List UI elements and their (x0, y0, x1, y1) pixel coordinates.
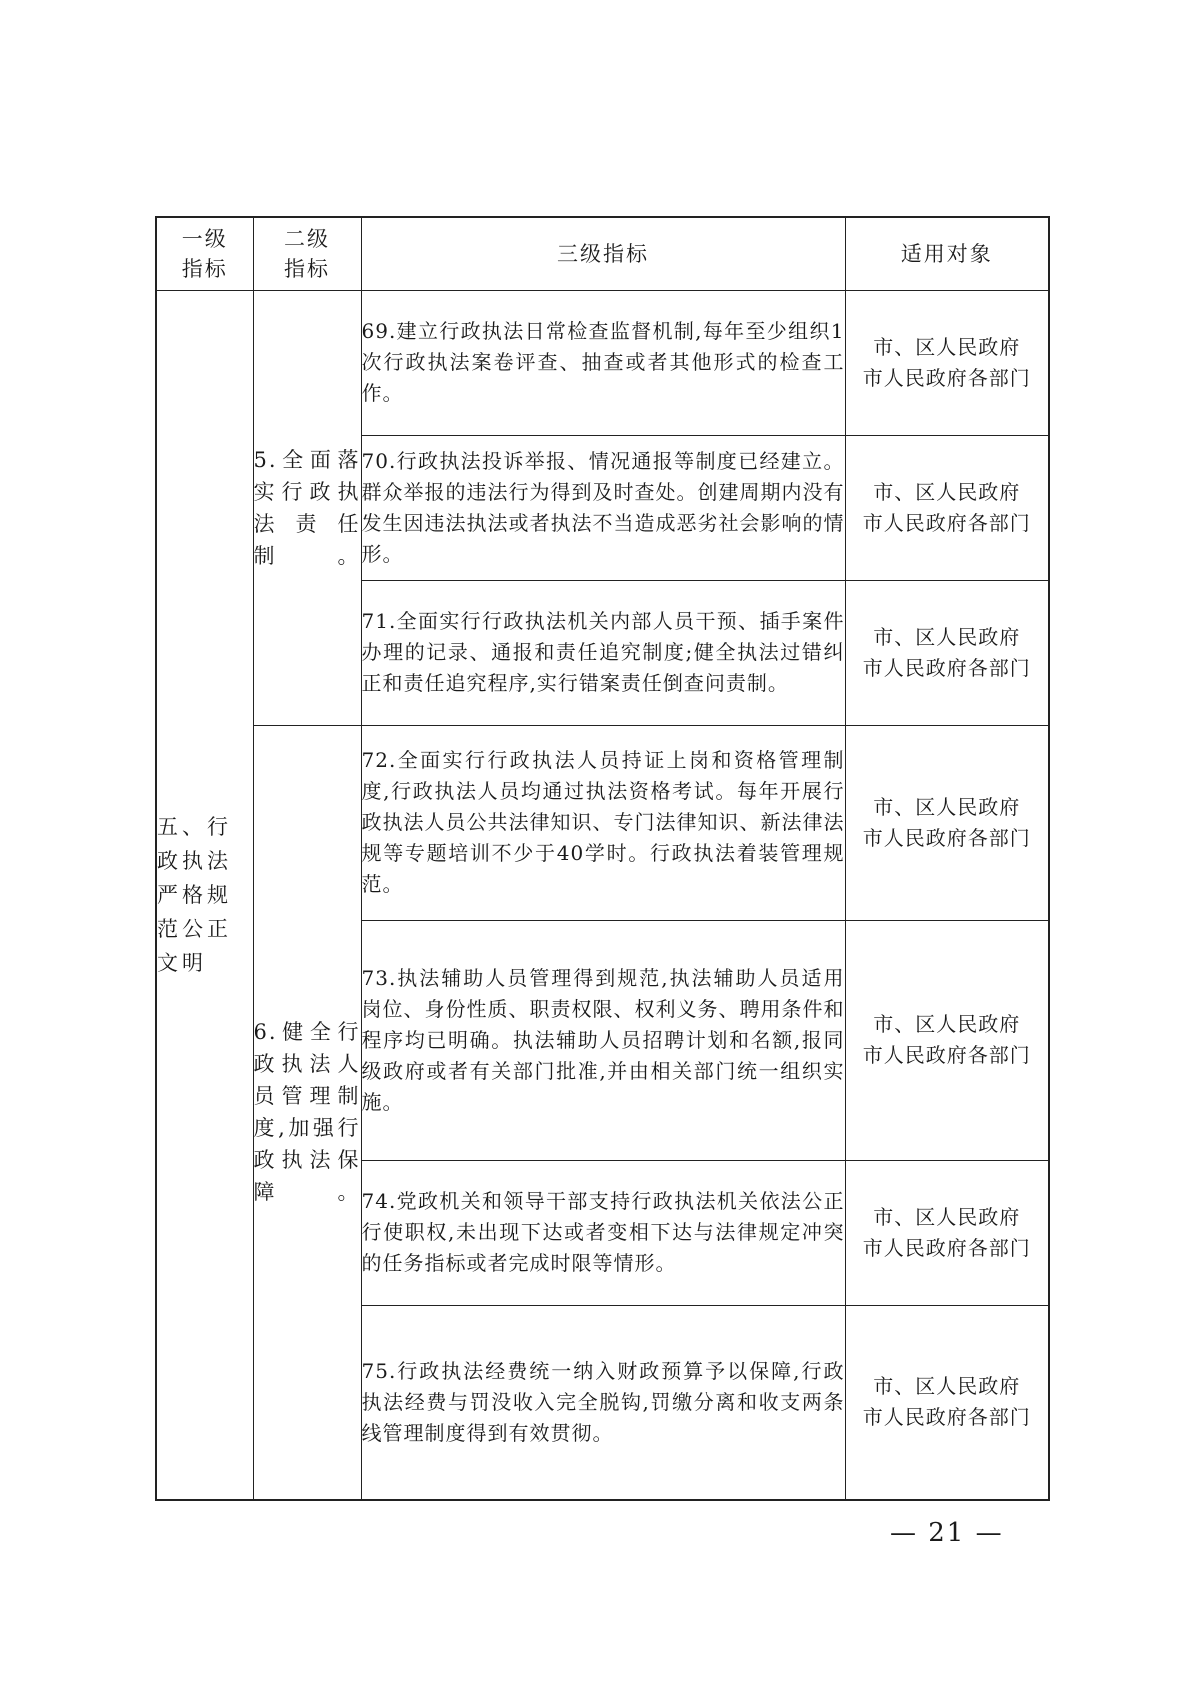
level2-cell-6: 6.健全行政执法人员管理制度,加强行政执法保障。 (253, 725, 361, 1500)
header-level2: 二级指标 (253, 217, 361, 290)
level3-cell-73: 73.执法辅助人员管理得到规范,执法辅助人员适用岗位、身份性质、职责权限、权利义务、聘用条件和程序均已明确。执法辅助人员招聘计划和名额,报同级政府或者有关部门批准,并由相关部门统一组织实施。 (361, 920, 845, 1160)
header-level1: 一级指标 (156, 217, 253, 290)
level1-cell: 五、行政执法严格规范公正文明 (156, 290, 253, 1500)
level3-cell-74: 74.党政机关和领导干部支持行政执法机关依法公正行使职权,未出现下达或者变相下达与法律规定冲突的任务指标或者完成时限等情形。 (361, 1160, 845, 1305)
target-cell (845, 580, 1049, 725)
level3-cell-75: 75.行政执法经费统一纳入财政预算予以保障,行政执法经费与罚没收入完全脱钩,罚缴分离和收支两条线管理制度得到有效贯彻。 (361, 1305, 845, 1500)
target-line-1: 市、区人民政府 (873, 794, 1021, 819)
header-target: 适用对象 (845, 217, 1049, 290)
level3-cell-71: 71.全面实行行政执法机关内部人员干预、插手案件办理的记录、通报和责任追究制度;健全执法过错纠正和责任追究程序,实行错案责任倒查问责制。 (361, 580, 845, 725)
target-cell (845, 1160, 1049, 1305)
target-line-1: 市、区人民政府 (873, 1204, 1021, 1229)
target-cell (845, 435, 1049, 580)
target-cell (845, 920, 1049, 1160)
target-line-1: 市、区人民政府 (873, 479, 1021, 504)
target-line-2: 市人民政府各部门 (862, 655, 1031, 680)
target-cell (845, 725, 1049, 920)
table-row (156, 725, 1049, 920)
level3-cell-72: 72.全面实行行政执法人员持证上岗和资格管理制度,行政执法人员均通过执法资格考试。每年开展行政执法人员公共法律知识、专门法律知识、新法律法规等专题培训不少于40学时。行政执法着装管理规范。 (361, 725, 845, 920)
target-line-2: 市人民政府各部门 (862, 365, 1031, 390)
target-line-2: 市人民政府各部门 (862, 1235, 1031, 1260)
level3-cell-69: 69.建立行政执法日常检查监督机制,每年至少组织1次行政执法案卷评查、抽查或者其他形式的检查工作。 (361, 290, 845, 435)
target-line-1: 市、区人民政府 (873, 624, 1021, 649)
page-number: — 21 — (890, 1518, 1004, 1548)
target-line-1: 市、区人民政府 (873, 1374, 1021, 1399)
header-level3: 三级指标 (361, 217, 845, 290)
target-line-1: 市、区人民政府 (873, 334, 1021, 359)
target-line-2: 市人民政府各部门 (862, 510, 1031, 535)
target-cell (845, 290, 1049, 435)
indicator-table (155, 216, 1050, 1501)
level3-cell-70: 70.行政执法投诉举报、情况通报等制度已经建立。群众举报的违法行为得到及时查处。创建周期内没有发生因违法执法或者执法不当造成恶劣社会影响的情形。 (361, 435, 845, 580)
header-row (156, 217, 1049, 290)
target-line-1: 市、区人民政府 (873, 1012, 1021, 1036)
table-row (156, 290, 1049, 435)
target-line-2: 市人民政府各部门 (862, 1043, 1031, 1067)
target-cell (845, 1305, 1049, 1500)
target-line-2: 市人民政府各部门 (862, 1405, 1031, 1430)
target-line-2: 市人民政府各部门 (862, 825, 1031, 850)
level2-cell-5: 5.全面落实行政执法责任制。 (253, 290, 361, 725)
